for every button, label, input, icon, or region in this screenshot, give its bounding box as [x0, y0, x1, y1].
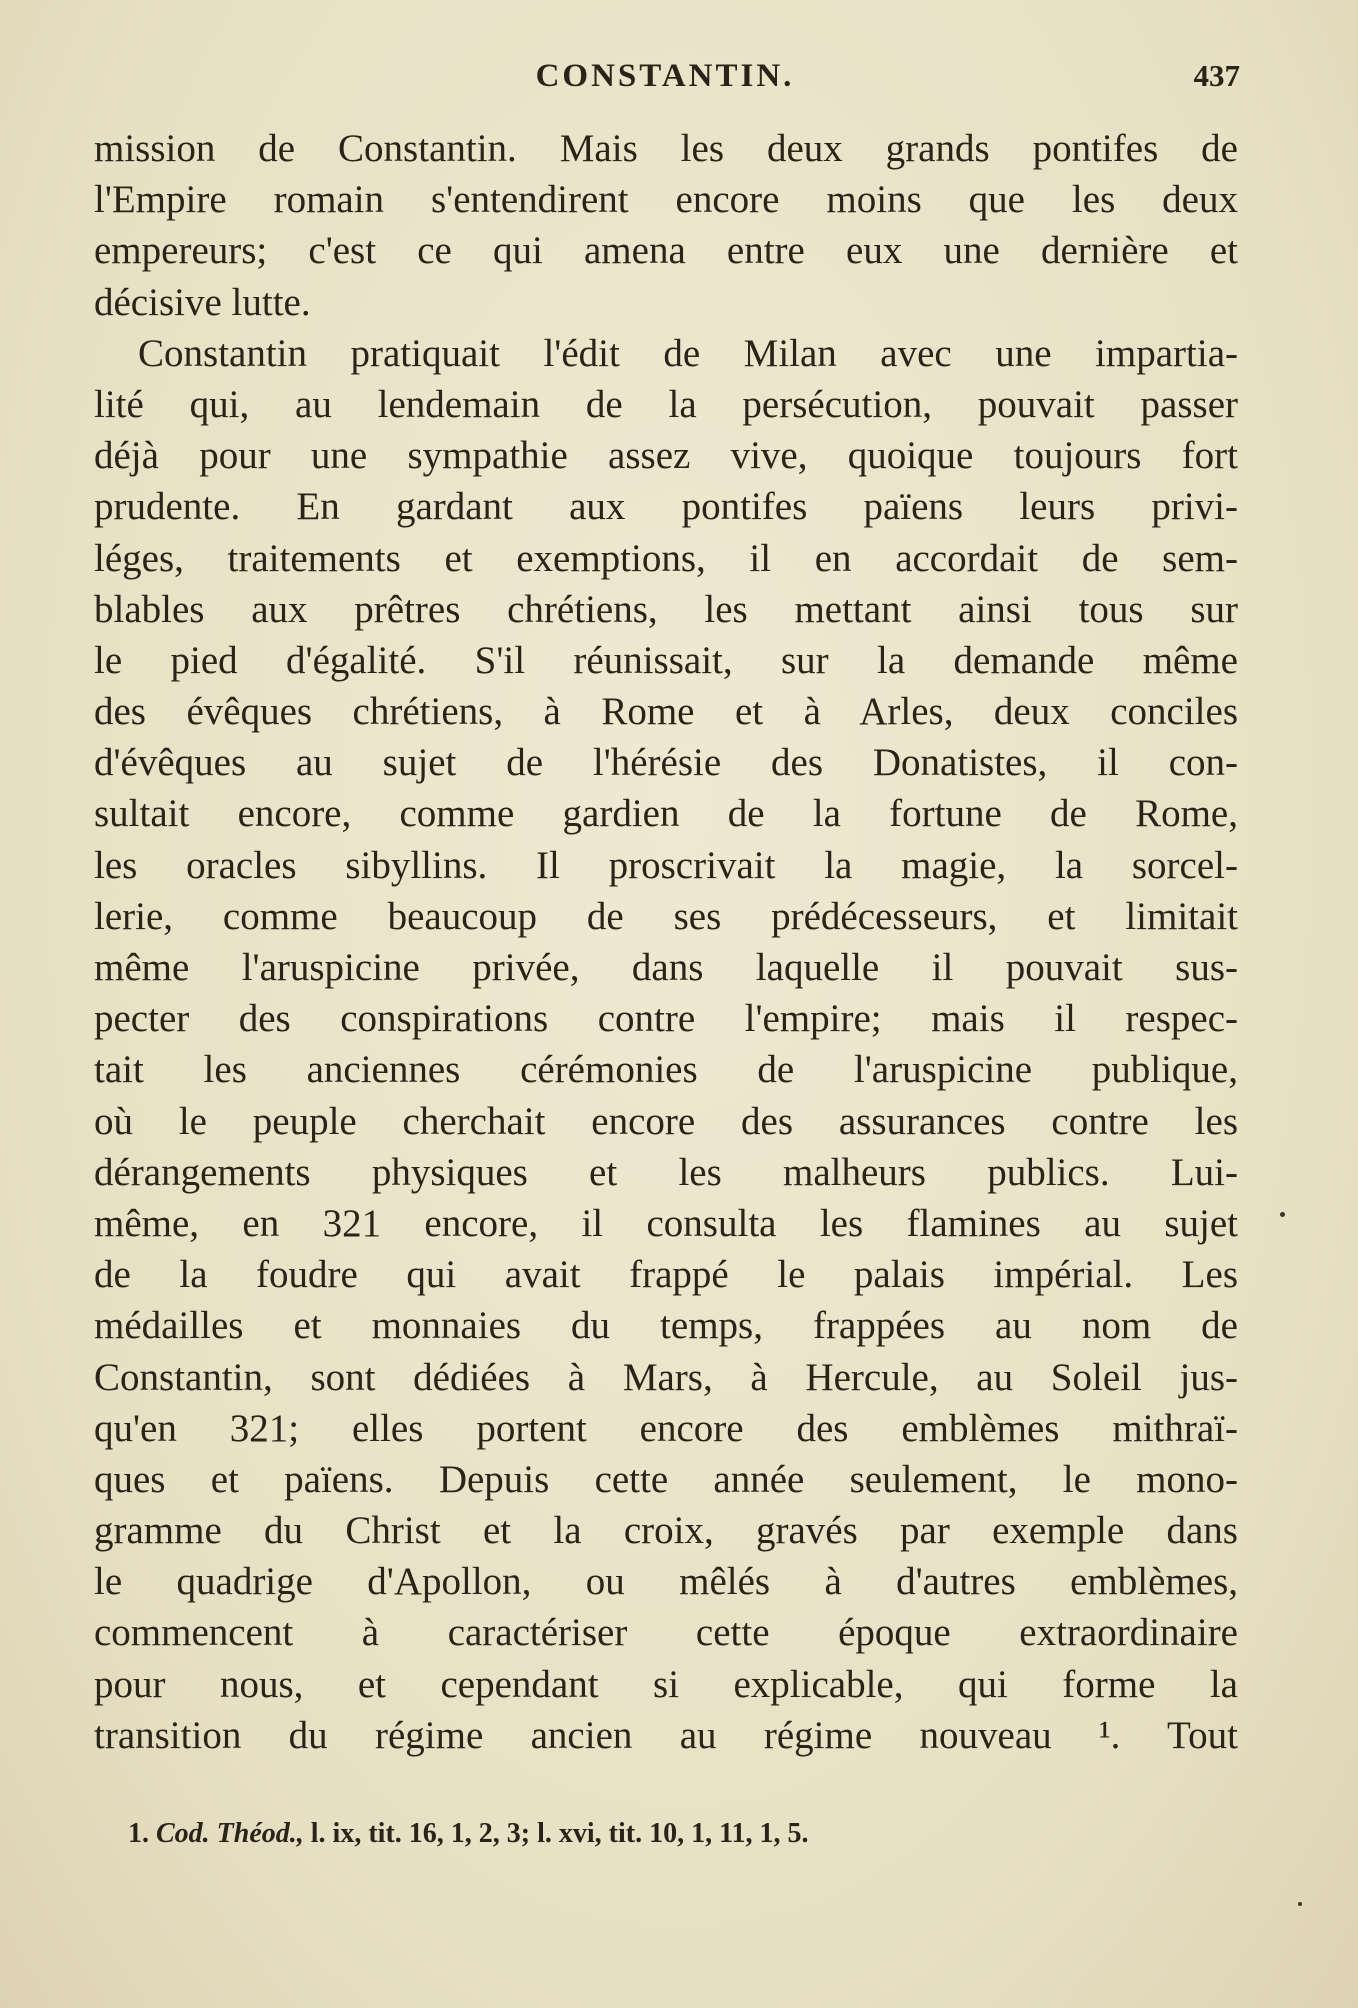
text-line: Constantin, sont dédiées à Mars, à Hercule, au Soleil jus- [94, 1355, 1238, 1399]
footnote-marker: 1. [128, 1818, 149, 1849]
text-line: d'évêques au sujet de l'hérésie des Donatistes, il con- [94, 741, 1238, 785]
text-line: lerie, comme beaucoup de ses prédécesseurs, et limitait [94, 894, 1238, 938]
text-line: pecter des conspirations contre l'empire; mais il respec- [94, 997, 1238, 1041]
text-line: le pied d'égalité. S'il réunissait, sur la demande même [94, 638, 1238, 682]
text-line: sultait encore, comme gardien de la fortune de Rome, [94, 792, 1238, 836]
text-line: lité qui, au lendemain de la persécution, pouvait passer [94, 382, 1238, 426]
ink-speck [1280, 1212, 1285, 1217]
page-number: 437 [1193, 58, 1240, 93]
text-line: les oracles sibyllins. Il proscrivait la magie, la sorcel- [94, 843, 1238, 887]
footnote-reference: l. ix, tit. 16, 1, 2, 3; l. xvi, tit. 10, 1, 11, 1, 5. [310, 1818, 809, 1849]
body-text [94, 123, 1238, 1761]
running-title: CONSTANTIN. [535, 58, 795, 94]
running-head [90, 58, 1240, 108]
text-line: même, en 321 encore, il consulta les flamines au sujet [94, 1201, 1238, 1245]
text-line: empereurs; c'est ce qui amena entre eux une dernière et [94, 229, 1238, 273]
text-line: de la foudre qui avait frappé le palais impérial. Les [94, 1253, 1238, 1297]
text-line: commencent à caractériser cette époque extraordinaire [94, 1611, 1238, 1655]
text-line: des évêques chrétiens, à Rome et à Arles, deux conciles [94, 690, 1238, 734]
text-line: gramme du Christ et la croix, gravés par exemple dans [94, 1509, 1238, 1553]
text-line: qu'en 321; elles portent encore des emblèmes mithraï- [94, 1406, 1238, 1450]
text-line: déjà pour une sympathie assez vive, quoique toujours fort [94, 434, 1238, 478]
text-line: mission de Constantin. Mais les deux grands pontifes de [94, 127, 1238, 170]
text-line: ques et païens. Depuis cette année seulement, le mono- [94, 1457, 1238, 1501]
text-line: le quadrige d'Apollon, ou mêlés à d'autres emblèmes, [94, 1560, 1238, 1604]
text-line: même l'aruspicine privée, dans laquelle il pouvait sus- [94, 946, 1238, 989]
text-line: blables aux prêtres chrétiens, les mettant ainsi tous sur [94, 587, 1238, 631]
text-line: prudente. En gardant aux pontifes païens leurs privi- [94, 485, 1238, 529]
text-line: l'Empire romain s'entendirent encore moins que les deux [94, 178, 1238, 222]
text-line: dérangements physiques et les malheurs publics. Lui- [94, 1150, 1238, 1194]
text-line: médailles et monnaies du temps, frappées au nom de [94, 1304, 1238, 1348]
text-line: transition du régime ancien au régime nouveau ¹. Tout [94, 1713, 1238, 1757]
footnote [128, 1818, 1228, 1850]
text-line: où le peuple cherchait encore des assurances contre les [94, 1099, 1238, 1143]
text-line: décisive lutte. [94, 280, 311, 324]
text-line: tait les anciennes cérémonies de l'aruspicine publique, [94, 1048, 1238, 1092]
text-line: Constantin pratiquait l'édit de Milan avec une impartia- [138, 331, 1238, 375]
text-line: pour nous, et cependant si explicable, qui forme la [94, 1662, 1238, 1706]
ink-speck [1298, 1902, 1302, 1906]
footnote-work-title: Cod. Théod., [156, 1818, 304, 1849]
text-line: léges, traitements et exemptions, il en accordait de sem- [94, 536, 1238, 580]
